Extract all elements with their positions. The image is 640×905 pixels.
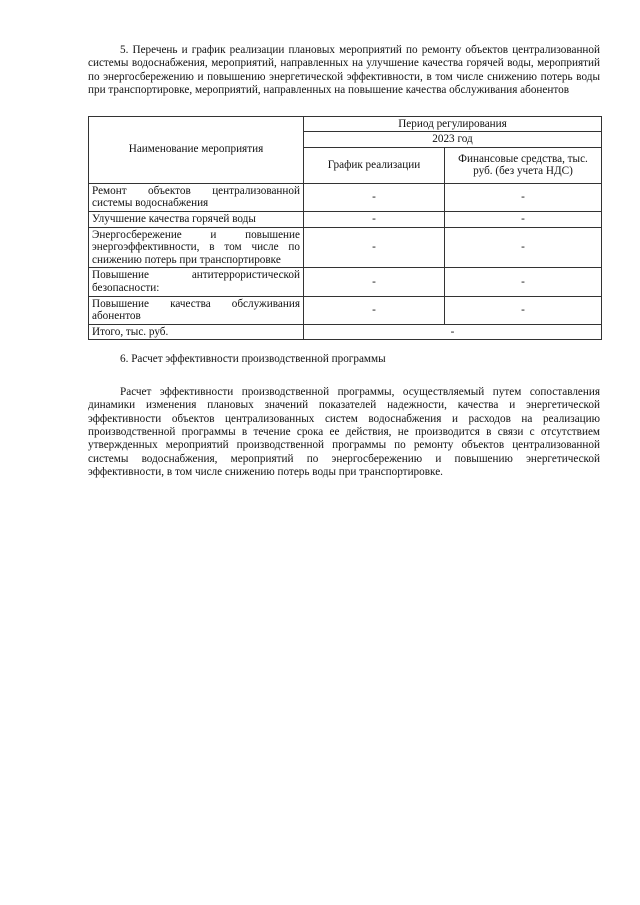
header-finance: Финансовые средства, тыс. руб. (без учета НДС) (445, 147, 602, 183)
row-schedule: - (304, 183, 445, 211)
section-5-heading: 5. Перечень и график реализации плановых мероприятий по ремонту объектов централизованной системы водоснабжения, мероприятий, направленных на улучшение качества горячей воды, мероприятий по энергосбережению и повышению энергетической эффективности, в том числе снижению потерь воды при транспортировке, мероприятий, направленных на повышение качества обслуживания абонентов (88, 44, 600, 97)
row-finance: - (445, 212, 602, 228)
total-label: Итого, тыс. руб. (89, 324, 304, 340)
table-row (89, 296, 602, 324)
table-row (89, 183, 602, 211)
row-name: Ремонт объектов централизованной системы водоснабжения (89, 183, 304, 211)
table-row (89, 268, 602, 296)
row-name: Повышение антитеррористической безопасности: (89, 268, 304, 296)
measures-table (88, 116, 602, 341)
table-row (89, 212, 602, 228)
table-total-row (89, 324, 602, 340)
row-finance: - (445, 296, 602, 324)
header-year: 2023 год (304, 132, 602, 148)
total-value: - (304, 324, 602, 340)
row-schedule: - (304, 212, 445, 228)
header-schedule: График реализации (304, 147, 445, 183)
row-schedule: - (304, 296, 445, 324)
header-measure-name: Наименование мероприятия (89, 116, 304, 183)
row-name: Улучшение качества горячей воды (89, 212, 304, 228)
section-6-heading: 6. Расчет эффективности производственной программы (120, 353, 386, 366)
row-finance: - (445, 268, 602, 296)
table-header-row (89, 116, 602, 132)
section-6-body: Расчет эффективности производственной программы, осуществляемый путем сопоставления динамики изменения плановых значений показателей надежности, качества и энергетической эффективности объектов централизованных систем водоснабжения и расходов на реализацию производственной программы в течение срока ее действия, не производится в связи с отсутствием утвержденных мероприятий производственной программы по ремонту объектов централизованной системы водоснабжения, мероприятий по энергосбережению и повышению энергетической эффективности, в том числе снижению потерь воды при транспортировке. (88, 385, 600, 479)
row-name: Повышение качества обслуживания абонентов (89, 296, 304, 324)
table-row (89, 227, 602, 268)
row-finance: - (445, 227, 602, 268)
document-content (88, 44, 600, 480)
row-finance: - (445, 183, 602, 211)
row-schedule: - (304, 227, 445, 268)
header-period: Период регулирования (304, 116, 602, 132)
row-schedule: - (304, 268, 445, 296)
row-name: Энергосбережение и повышение энергоэффективности, в том числе по снижению потерь при транспортировке (89, 227, 304, 268)
